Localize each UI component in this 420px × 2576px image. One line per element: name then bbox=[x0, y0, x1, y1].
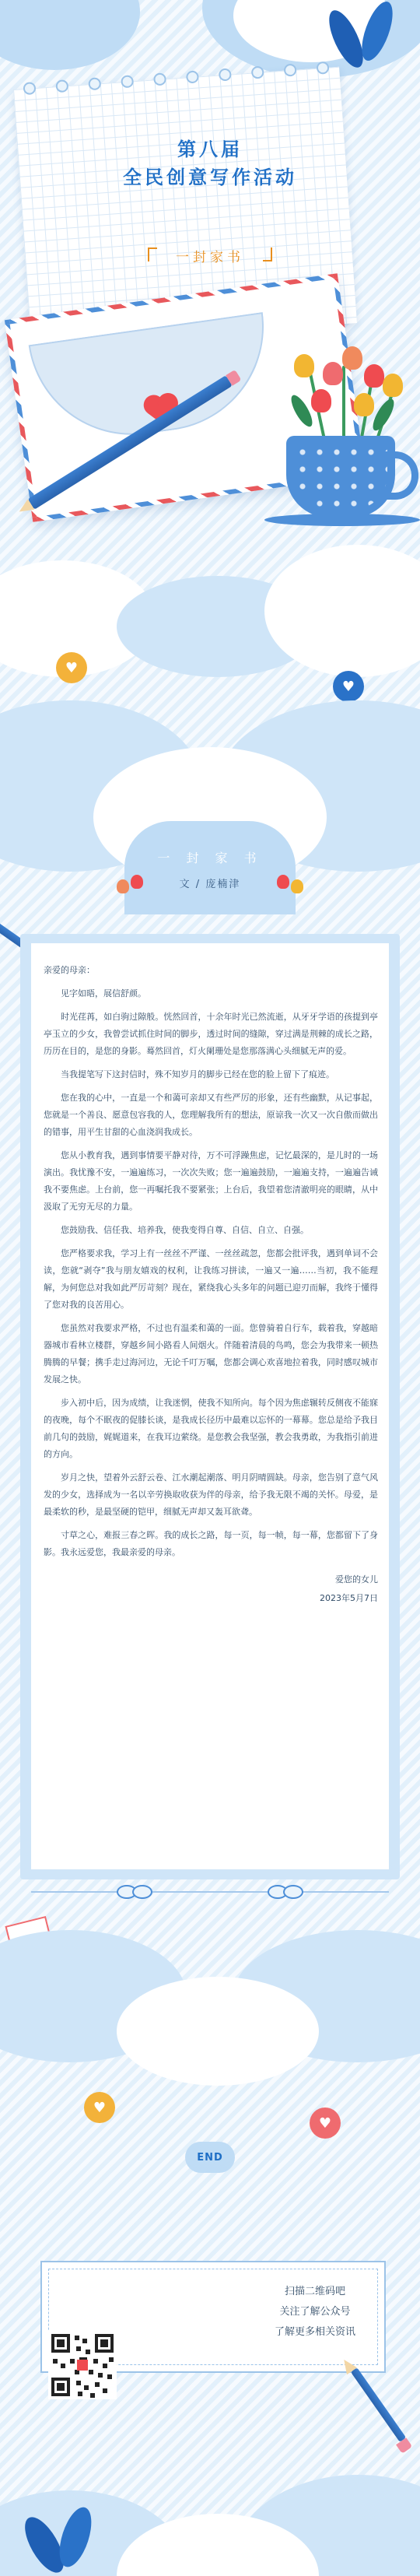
letter-paragraph: 您严格要求我，学习上有一丝丝不严谨、一丝丝疏忽，您都会批评我，遇到单词不会读，您就“剥夺”我与朋友嬉戏的权利，让我练习拼读，一遍又一遍……当初，我不能理解，为何您总对我如此严厉苛刻？现在，紧绕我心头多年的问题已迎刃而解，我终于懂得了您对我的良苦用心。 bbox=[44, 1248, 378, 1310]
tulip-icon bbox=[294, 354, 314, 377]
event-subtitle: 一封家书 bbox=[148, 246, 272, 265]
letter-banner bbox=[124, 821, 296, 914]
tulip-icon bbox=[131, 875, 143, 889]
cloud bbox=[0, 0, 140, 70]
header-illustration bbox=[0, 0, 420, 623]
cup-illustration bbox=[286, 436, 395, 518]
cloud bbox=[117, 1977, 319, 2086]
qr-line: 关注了解公众号 bbox=[279, 2306, 351, 2318]
letter-paragraph: 见字如晤，展信舒颜。 bbox=[61, 988, 146, 998]
heart-chat-icon: ♥ bbox=[56, 652, 87, 683]
tulip-icon bbox=[342, 346, 362, 370]
tulip-icon bbox=[291, 879, 303, 893]
tulip-icon bbox=[364, 364, 384, 388]
event-edition-title: 第八届 bbox=[177, 139, 243, 160]
letter-signature-block bbox=[44, 1571, 378, 1608]
tulip-icon bbox=[383, 374, 403, 397]
tulip-icon bbox=[311, 389, 331, 412]
pencil-illustration bbox=[351, 2367, 406, 2442]
tulip-icon bbox=[277, 875, 289, 889]
letter-paragraph: 寸草之心，难报三春之晖。我的成长之路，每一页，每一帧，每一幕，您都留下了身影。我永远爱您，我最亲爱的母亲。 bbox=[44, 1530, 378, 1557]
letter-paragraph: 您虽然对我要求严格，不过也有温柔和蔼的一面。您曾骑着自行车，载着我，穿越暗器城市看林立楼群，穿越乡间小路看人间烟火。伴随着清晨的鸟鸣，您会为我带来一顿热腾腾的早餐；携手走过海河边，无论千叮万嘱，您都会调心欢喜地拉着我，同时感叹城市发展之快。 bbox=[44, 1323, 378, 1385]
qr-code-icon[interactable] bbox=[48, 2331, 117, 2399]
letter-signature: 爱您的女儿 bbox=[335, 1574, 378, 1585]
letter-title: 一 封 家 书 bbox=[157, 851, 263, 865]
end-label: END bbox=[185, 2142, 235, 2173]
letter-paragraph: 您从小教育我，遇到事情要平静对待，万不可浮躁焦虑，记忆最深的，是儿时的一场演出。我忧豫不安，一遍遍练习，一次次失败；您一遍遍鼓励，一遍遍支持，一遍遍告诫我不要焦虑。上台前，您一再嘱托我不要紧张；上台后，我望着您清澈明亮的眼睛，从中汲取了无穷无尽的力量。 bbox=[44, 1150, 378, 1212]
tulip-icon bbox=[323, 362, 343, 385]
qr-line: 了解更多相关资讯 bbox=[274, 2326, 355, 2338]
letter-body bbox=[44, 962, 378, 1608]
letter-paragraph: 您鼓励我、信任我、培养我，使我变得自尊、自信、自立、自强。 bbox=[61, 1225, 309, 1235]
tulip-icon bbox=[354, 393, 374, 416]
letter-paragraph: 岁月之快，望着外云舒云卷、江水潮起潮落、明月阴晴圆缺。母亲，您告别了意气风发的少女，选择成为一名以辛劳换取收获为伴的母亲，给予我无限不竭的关怀。母爱，是最柔软的秒，是最坚硬的铠甲，细腻无声却又轰耳欲聋。 bbox=[44, 1472, 378, 1517]
letter-divider bbox=[31, 1891, 389, 1893]
event-name-title: 全民创意写作活动 bbox=[123, 167, 297, 188]
letter-paragraph: 步入初中后，因为成绩，让我迷惘，使我不知所向。每个因为焦虑辗转反侧夜不能寐的夜晚，每个不眠夜的促膝长谈，是我成长径历中最难以忘怀的一幕幕。您总是给予我目前几句的鼓励，娓娓道来，在我耳边萦绕。是您教会我坚强，教会我勇敢，为我指引前进的方向。 bbox=[44, 1398, 378, 1459]
letter-greeting: 亲爱的母亲： bbox=[44, 965, 95, 975]
letter-paragraph: 当我提笔写下这封信时，殊不知岁月的脚步已经在您的脸上留下了痕迹。 bbox=[61, 1069, 334, 1079]
letter-paragraph: 您在我的心中，一直是一个和蔼可亲却又有些严厉的形象，还有些幽默，从记事起，您就是一个善良、愿意包容我的人，您理解我所有的想法，原谅我一次又一次自傲而做出的错事，用平生甘甜的心血浇润我成长。 bbox=[44, 1093, 378, 1137]
letter-paragraph: 时光荏苒，如白驹过隙般。恍然回首，十余年时光已然流逝，从牙牙学语的孩提到亭亭玉立的少女，我曾尝试抓住时间的脚步，透过时间的缝隙，穿过满是荆棘的成长之路，历历在目的，是您的身影。蓦然回首，灯火阑珊处是您那落满心头细腻无声的爱。 bbox=[44, 1012, 378, 1056]
heart-chat-icon: ♥ bbox=[310, 2107, 341, 2139]
qr-line: 扫描二维码吧 bbox=[284, 2286, 345, 2297]
heart-chat-icon: ♥ bbox=[333, 671, 364, 702]
tulip-icon bbox=[117, 879, 129, 893]
letter-author: 文 / 庞楠津 bbox=[179, 879, 241, 890]
qr-instructions bbox=[257, 2282, 373, 2343]
saucer-illustration bbox=[264, 514, 420, 526]
heart-chat-icon: ♥ bbox=[84, 2092, 115, 2123]
letter-date: 2023年5月7日 bbox=[320, 1593, 378, 1603]
